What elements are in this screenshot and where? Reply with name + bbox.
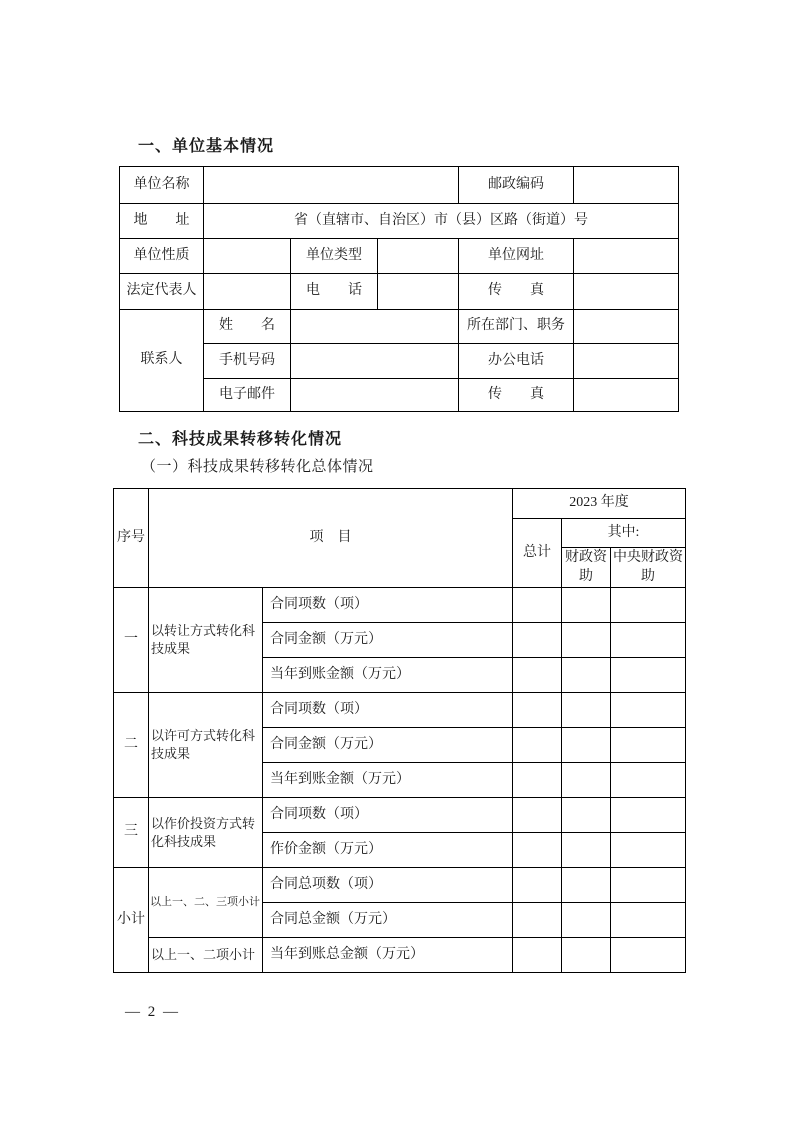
value-cell-total[interactable] bbox=[513, 868, 562, 903]
contact-person-label: 联系人 bbox=[120, 310, 204, 412]
item-label-cell: 合同总金额（万元） bbox=[263, 903, 513, 938]
value-cell-fiscal[interactable] bbox=[562, 938, 611, 973]
fax-input-cell[interactable] bbox=[574, 274, 679, 310]
value-cell-fiscal[interactable] bbox=[562, 763, 611, 798]
legal-representative-label: 法定代表人 bbox=[120, 274, 204, 310]
department-position-label: 所在部门、职务 bbox=[459, 310, 574, 344]
value-cell-total[interactable] bbox=[513, 658, 562, 693]
section-2-subtitle: （一）科技成果转移转化总体情况 bbox=[141, 459, 374, 475]
postal-code-input-cell[interactable] bbox=[574, 167, 679, 204]
header-central-fiscal: 中央财政资助 bbox=[611, 548, 686, 588]
group-name-cell: 以上一、二项小计 bbox=[149, 938, 263, 973]
unit-nature-label: 单位性质 bbox=[120, 239, 204, 274]
value-cell-fiscal[interactable] bbox=[562, 588, 611, 623]
item-label-cell: 作价金额（万元） bbox=[263, 833, 513, 868]
mobile-input-cell[interactable] bbox=[291, 344, 459, 379]
item-label-cell: 当年到账金额（万元） bbox=[263, 763, 513, 798]
item-label-cell: 合同金额（万元） bbox=[263, 728, 513, 763]
phone-input-cell[interactable] bbox=[378, 274, 459, 310]
transfer-table bbox=[113, 488, 686, 973]
value-cell-total[interactable] bbox=[513, 833, 562, 868]
unit-website-label: 单位网址 bbox=[459, 239, 574, 274]
value-cell-central[interactable] bbox=[611, 728, 686, 763]
value-cell-total[interactable] bbox=[513, 903, 562, 938]
value-cell-total[interactable] bbox=[513, 938, 562, 973]
mobile-label: 手机号码 bbox=[204, 344, 291, 379]
group-seq-cell: 一 bbox=[114, 588, 149, 693]
item-label-cell: 合同项数（项） bbox=[263, 588, 513, 623]
value-cell-total[interactable] bbox=[513, 728, 562, 763]
item-label-cell: 合同金额（万元） bbox=[263, 623, 513, 658]
postal-code-label: 邮政编码 bbox=[459, 167, 574, 204]
value-cell-central[interactable] bbox=[611, 658, 686, 693]
group-name-cell: 以作价投资方式转化科技成果 bbox=[149, 798, 263, 868]
value-cell-central[interactable] bbox=[611, 693, 686, 728]
value-cell-fiscal[interactable] bbox=[562, 903, 611, 938]
unit-type-input-cell[interactable] bbox=[378, 239, 459, 274]
office-phone-label: 办公电话 bbox=[459, 344, 574, 379]
unit-info-table bbox=[119, 166, 679, 412]
value-cell-central[interactable] bbox=[611, 868, 686, 903]
value-cell-fiscal[interactable] bbox=[562, 658, 611, 693]
value-cell-fiscal[interactable] bbox=[562, 833, 611, 868]
legal-representative-input-cell[interactable] bbox=[204, 274, 291, 310]
group-seq-cell: 二 bbox=[114, 693, 149, 798]
header-fiscal: 财政资助 bbox=[562, 548, 611, 588]
value-cell-central[interactable] bbox=[611, 798, 686, 833]
item-label-cell: 合同总项数（项） bbox=[263, 868, 513, 903]
group-name-cell: 以转让方式转化科技成果 bbox=[149, 588, 263, 693]
header-total: 总计 bbox=[513, 519, 562, 588]
unit-nature-input-cell[interactable] bbox=[204, 239, 291, 274]
header-year: 2023 年度 bbox=[513, 489, 686, 519]
group-seq-cell: 小计 bbox=[114, 868, 149, 973]
fax-label: 传 真 bbox=[459, 274, 574, 310]
value-cell-central[interactable] bbox=[611, 588, 686, 623]
section-2-title: 二、科技成果转移转化情况 bbox=[138, 431, 343, 448]
unit-website-input-cell[interactable] bbox=[574, 239, 679, 274]
address-label: 地 址 bbox=[120, 204, 204, 239]
value-cell-total[interactable] bbox=[513, 763, 562, 798]
value-cell-fiscal[interactable] bbox=[562, 798, 611, 833]
value-cell-total[interactable] bbox=[513, 693, 562, 728]
value-cell-fiscal[interactable] bbox=[562, 623, 611, 658]
phone-label: 电 话 bbox=[291, 274, 378, 310]
contact-name-input-cell[interactable] bbox=[291, 310, 459, 344]
value-cell-central[interactable] bbox=[611, 763, 686, 798]
email-label: 电子邮件 bbox=[204, 379, 291, 412]
unit-name-input-cell[interactable] bbox=[204, 167, 459, 204]
fax2-input-cell[interactable] bbox=[574, 379, 679, 412]
value-cell-central[interactable] bbox=[611, 903, 686, 938]
value-cell-central[interactable] bbox=[611, 833, 686, 868]
header-item: 项 目 bbox=[149, 489, 513, 588]
department-position-input-cell[interactable] bbox=[574, 310, 679, 344]
item-label-cell: 当年到账金额（万元） bbox=[263, 658, 513, 693]
value-cell-fiscal[interactable] bbox=[562, 868, 611, 903]
item-label-cell: 合同项数（项） bbox=[263, 798, 513, 833]
value-cell-fiscal[interactable] bbox=[562, 693, 611, 728]
value-cell-total[interactable] bbox=[513, 623, 562, 658]
unit-type-label: 单位类型 bbox=[291, 239, 378, 274]
item-label-cell: 当年到账总金额（万元） bbox=[263, 938, 513, 973]
value-cell-total[interactable] bbox=[513, 588, 562, 623]
contact-name-label: 姓 名 bbox=[204, 310, 291, 344]
value-cell-total[interactable] bbox=[513, 798, 562, 833]
value-cell-central[interactable] bbox=[611, 623, 686, 658]
section-1-title: 一、单位基本情况 bbox=[138, 138, 275, 155]
page-number: — 2 — bbox=[125, 1004, 180, 1020]
address-format-text: 省（直辖市、自治区）市（县）区路（街道）号 bbox=[204, 204, 679, 239]
header-seq: 序号 bbox=[114, 489, 149, 588]
header-among: 其中: bbox=[562, 519, 686, 548]
group-name-cell: 以上一、二、三项小计 bbox=[149, 868, 263, 938]
value-cell-fiscal[interactable] bbox=[562, 728, 611, 763]
office-phone-input-cell[interactable] bbox=[574, 344, 679, 379]
unit-name-label: 单位名称 bbox=[120, 167, 204, 204]
group-seq-cell: 三 bbox=[114, 798, 149, 868]
value-cell-central[interactable] bbox=[611, 938, 686, 973]
group-name-cell: 以许可方式转化科技成果 bbox=[149, 693, 263, 798]
email-input-cell[interactable] bbox=[291, 379, 459, 412]
item-label-cell: 合同项数（项） bbox=[263, 693, 513, 728]
fax2-label: 传 真 bbox=[459, 379, 574, 412]
